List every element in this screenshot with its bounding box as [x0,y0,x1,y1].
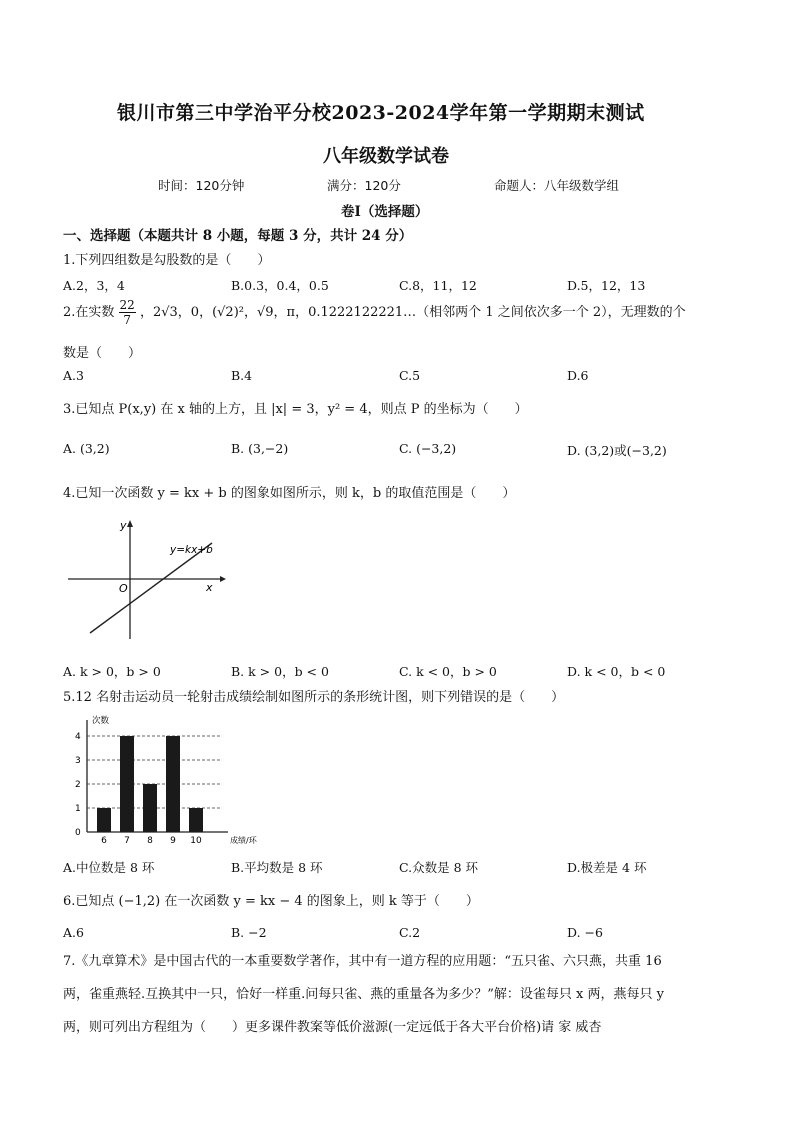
question-7-line2: 两，雀重燕轻.互换其中一只，恰好一样重.问每只雀、燕的重量各为多少？”解：设雀每只 x 两，燕每只 y [63,987,664,1002]
exam-author: 命题人：八年级数学组 [494,178,620,193]
question-2-line2: 数是（ ） [63,346,142,361]
q6-option-d: D. −6 [567,925,603,940]
q4-option-c: C. k < 0，b > 0 [399,664,497,679]
q3-option-c: C. (−3,2) [399,441,457,456]
chart-y-tick-label: 3 [75,756,81,766]
q4-option-d: D. k < 0，b < 0 [567,664,666,679]
q3-option-b: B. (3,−2) [231,441,289,456]
graph-x-label: x [206,581,213,594]
exam-subtitle: 八年级数学试卷 [323,146,449,167]
exam-score: 满分：120分 [327,178,401,193]
question-1-stem: 1.下列四组数是勾股数的是（ ） [63,253,271,268]
exam-title: 银川市第三中学治平分校2023-2024学年第一学期期末测试 [117,102,645,124]
chart-bar-8 [143,784,157,832]
q3-option-a: A. (3,2) [63,441,110,456]
chart-bar-10 [189,808,203,832]
q4-option-a: A. k > 0，b > 0 [63,664,161,679]
chart-y-tick-label: 2 [75,780,81,790]
q4-option-b: B. k > 0，b < 0 [231,664,329,679]
q5-option-d: D.极差是 4 环 [567,860,647,875]
chart-y-tick-label: 0 [75,828,81,838]
chart-bar-9 [166,736,180,832]
graph-line [90,543,212,633]
q2-option-d: D.6 [567,368,589,383]
q1-option-c: C.8，11，12 [399,278,477,293]
question-6-stem: 6.已知点 (−1,2) 在一次函数 y = kx − 4 的图象上，则 k 等于（ ） [63,894,479,909]
chart-x-tick-label: 7 [124,836,130,846]
question-7-line1: 7.《九章算术》是中国古代的一本重要数学著作，其中有一道方程的应用题：“五只雀、六只燕，共重 16 [63,954,662,969]
chart-x-tick-label: 10 [190,836,202,846]
q6-option-c: C.2 [399,925,421,940]
chart-y-tick-label: 4 [75,732,81,742]
q1-option-b: B.0.3，0.4，0.5 [231,278,329,293]
graph-y-label: y [120,519,127,532]
chart-x-label: 成绩/环 [230,836,257,845]
chart-bar-7 [120,736,134,832]
question-4-stem: 4.已知一次函数 y = kx + b 的图象如图所示，则 k，b 的取值范围是（ ） [63,486,516,501]
bar-chart [62,712,262,850]
q2-option-a: A.3 [63,368,84,383]
q6-option-a: A.6 [63,925,84,940]
q1-option-d: D.5，12，13 [567,278,646,293]
q5-option-c: C.众数是 8 环 [399,860,478,875]
linear-function-graph [62,515,232,645]
q5-option-b: B.平均数是 8 环 [231,860,323,875]
q2-number-list: ，2√3，0，(√2)²，√9，π，0.1222122221…（相邻两个 1 之间依次多一个 2），无理数的个 [139,305,686,320]
question-3-stem: 3.已知点 P(x,y) 在 x 轴的上方，且 |x| = 3，y² = 4，则点 P 的坐标为（ ） [63,402,528,417]
chart-x-tick-label: 8 [147,836,153,846]
volume-label: 卷Ⅰ（选择题） [341,204,429,220]
q2-fraction-numerator: 22 [119,298,135,312]
chart-x-tick-label: 9 [170,836,176,846]
q3-option-d: D. (3,2)或(−3,2) [567,443,667,458]
q2-option-b: B.4 [231,368,253,383]
graph-y-arrow [127,520,133,527]
section-heading: 一、选择题（本题共计 8 小题，每题 3 分，共计 24 分） [63,228,413,244]
q2-fraction-denominator: 7 [123,313,131,327]
graph-x-arrow [220,576,226,582]
graph-origin-label: O [119,582,128,595]
q6-option-b: B. −2 [231,925,267,940]
chart-x-tick-label: 6 [101,836,107,846]
chart-bar-6 [97,808,111,832]
chart-y-label: 次数 [92,716,110,726]
question-5-stem: 5.12 名射击运动员一轮射击成绩绘制如图所示的条形统计图，则下列错误的是（ ） [63,690,565,705]
q1-option-a: A.2，3，4 [63,278,125,293]
question-2-stem [63,298,686,327]
q5-option-a: A.中位数是 8 环 [63,860,155,875]
question-7-line3: 两，则可列出方程组为（ ）更多课件教案等低价滋源(一定远低于各大平台价格)请 家 威杏 [63,1020,602,1035]
graph-function-label: y=kx+b [170,544,213,556]
q2-prefix: 2.在实数 [63,305,115,320]
q2-option-c: C.5 [399,368,421,383]
exam-time: 时间：120分钟 [158,178,245,193]
q2-fraction [119,298,136,327]
chart-y-tick-label: 1 [75,804,81,814]
